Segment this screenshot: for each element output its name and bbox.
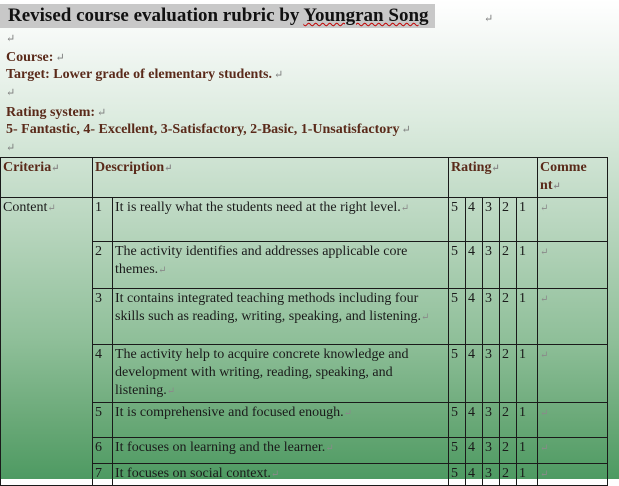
row-number: 3 <box>93 289 113 345</box>
row-number: 1 <box>93 198 113 242</box>
rating-cell: 5 <box>449 242 466 289</box>
rating-cell: 2 <box>500 242 517 289</box>
rating-cell: 3 <box>483 198 500 242</box>
rating-cell: 1 <box>517 242 538 289</box>
comment-cell: ↵ <box>538 403 608 438</box>
rating-cell: 4 <box>466 438 483 464</box>
rating-cell: 2 <box>500 438 517 464</box>
rating-cell: 5 <box>449 289 466 345</box>
rating-cell: 4 <box>466 289 483 345</box>
paragraph-mark-icon: ↵ <box>6 87 16 99</box>
row-number: 7 <box>93 464 113 486</box>
table-row <box>1 198 608 242</box>
row-description: It is really what the students need at the right level.↵ <box>113 198 449 242</box>
rating-cell: 1 <box>517 345 538 403</box>
rubric-table <box>0 157 608 486</box>
course-label: Course: ↵ <box>6 50 65 65</box>
rating-cell: 3 <box>483 403 500 438</box>
rating-cell: 2 <box>500 198 517 242</box>
table-row <box>1 289 608 345</box>
comment-cell: ↵ <box>538 464 608 486</box>
row-description: It contains integrated teaching methods including four skills such as reading, writing, speaking, and listening.↵ <box>113 289 449 345</box>
rating-cell: 2 <box>500 289 517 345</box>
row-description: It focuses on social context.↵ <box>113 464 449 486</box>
rating-cell: 3 <box>483 438 500 464</box>
row-number: 6 <box>93 438 113 464</box>
rating-cell: 4 <box>466 464 483 486</box>
rating-cell: 1 <box>517 403 538 438</box>
comment-cell: ↵ <box>538 289 608 345</box>
comment-cell: ↵ <box>538 438 608 464</box>
paragraph-mark-icon: ↵ <box>6 142 16 154</box>
rating-cell: 1 <box>517 438 538 464</box>
row-description: It is comprehensive and focused enough.↵ <box>113 403 449 438</box>
rating-cell: 5 <box>449 464 466 486</box>
rating-cell: 2 <box>500 464 517 486</box>
table-row <box>1 242 608 289</box>
rating-cell: 2 <box>500 403 517 438</box>
rating-cell: 4 <box>466 242 483 289</box>
rating-cell: 3 <box>483 242 500 289</box>
comment-header: Comme nt↵ <box>538 158 608 198</box>
rating-cell: 5 <box>449 438 466 464</box>
row-number: 4 <box>93 345 113 403</box>
table-header-row <box>1 158 608 198</box>
title-text: Revised course evaluation rubric by <box>8 5 304 26</box>
row-description: It focuses on learning and the learner.↵ <box>113 438 449 464</box>
rating-cell: 4 <box>466 403 483 438</box>
rating-cell: 1 <box>517 198 538 242</box>
rating-cell: 2 <box>500 345 517 403</box>
rating-cell: 5 <box>449 198 466 242</box>
row-description: The activity identifies and addresses applicable core themes.↵ <box>113 242 449 289</box>
rating-cell: 1 <box>517 289 538 345</box>
paragraph-mark-icon: ↵ <box>484 13 494 25</box>
rating-cell: 1 <box>517 464 538 486</box>
target-line: Target: Lower grade of elementary students. ↵ <box>6 67 284 82</box>
table-row <box>1 438 608 464</box>
rating-scale-line: 5- Fantastic, 4- Excellent, 3-Satisfactory, 2-Basic, 1-Unsatisfactory ↵ <box>6 122 411 137</box>
rating-cell: 3 <box>483 289 500 345</box>
title-author: Youngran Song <box>303 5 429 26</box>
rating-header: Rating↵ <box>449 158 538 198</box>
comment-cell: ↵ <box>538 198 608 242</box>
rating-cell: 4 <box>466 345 483 403</box>
row-description: The activity help to acquire concrete knowledge and development with writing, reading, speaking, and listening.↵ <box>113 345 449 403</box>
rating-cell: 5 <box>449 345 466 403</box>
rating-system-label: Rating system: ↵ <box>6 105 107 120</box>
document-title <box>0 4 435 28</box>
paragraph-mark-icon: ↵ <box>6 33 16 45</box>
comment-cell: ↵ <box>538 242 608 289</box>
rating-cell: 5 <box>449 403 466 438</box>
criteria-header: Criteria↵ <box>1 158 93 198</box>
rating-cell: 4 <box>466 198 483 242</box>
table-row <box>1 403 608 438</box>
row-number: 2 <box>93 242 113 289</box>
row-number: 5 <box>93 403 113 438</box>
criteria-cell: Content↵ <box>1 198 93 486</box>
table-row <box>1 345 608 403</box>
rating-cell: 3 <box>483 464 500 486</box>
table-row <box>1 464 608 486</box>
description-header: Description↵ <box>93 158 449 198</box>
comment-cell: ↵ <box>538 345 608 403</box>
rating-cell: 3 <box>483 345 500 403</box>
